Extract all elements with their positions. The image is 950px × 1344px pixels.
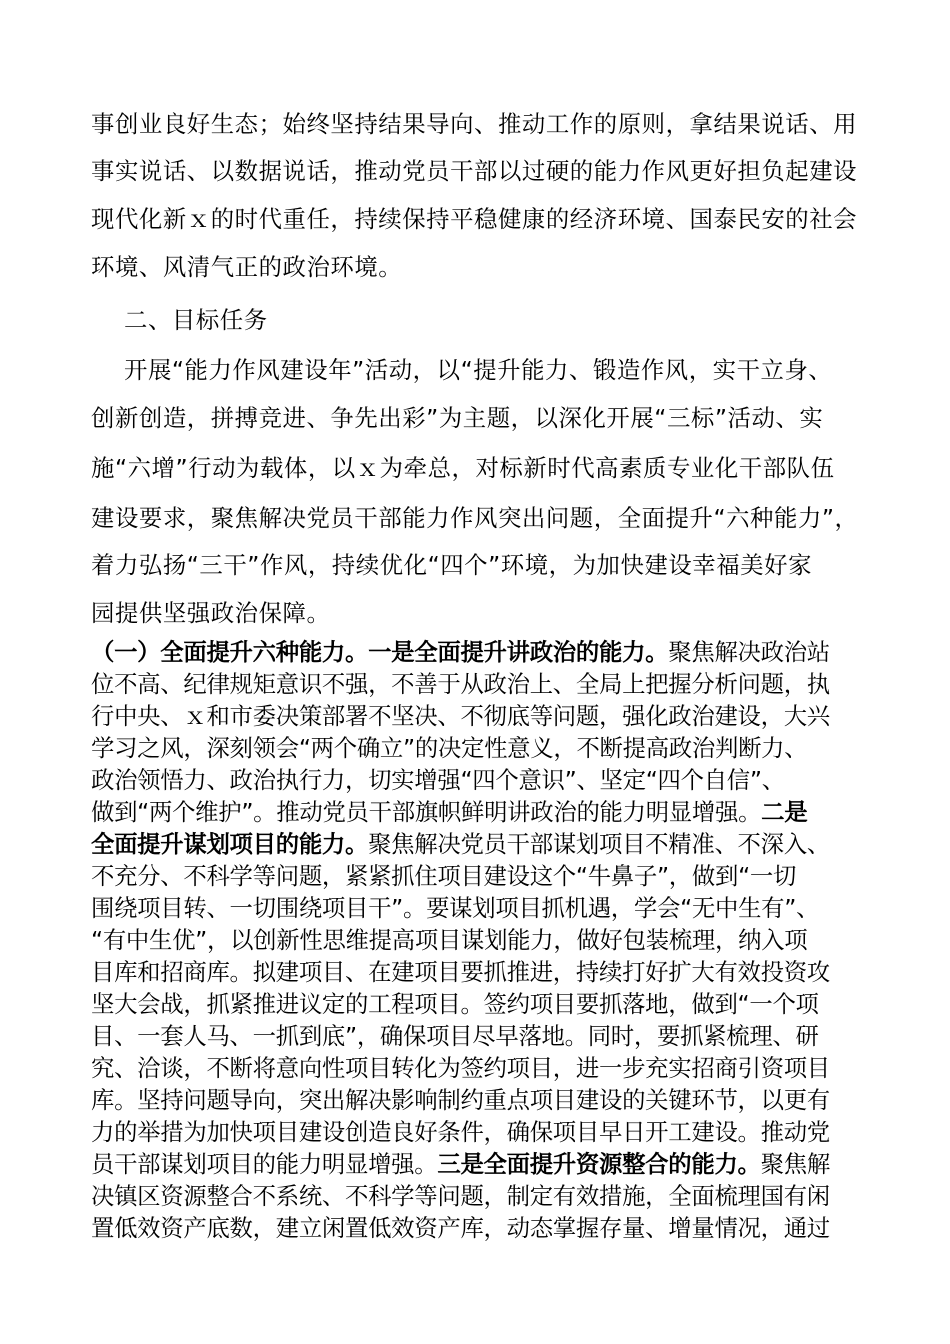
paragraph-line: 不充分、不科学等问题，紧紧抓住项目建设这个“牛鼻子”，做到“一切: [91, 862, 797, 890]
body-text: 员干部谋划项目的能力明显增强。: [91, 1150, 438, 1178]
paragraph-line: 开展“能力作风建设年”活动，以“提升能力、锻造作风，实干立身、: [124, 356, 833, 384]
paragraph-line: 事创业良好生态；始终坚持结果导向、推动工作的原则，拿结果说话、用: [91, 110, 858, 138]
paragraph-line: 学习之风，深刻领会“两个确立”的决定性意义，不断提高政治判断力、: [91, 734, 808, 762]
paragraph-line: [91, 829, 830, 859]
paragraph-line: 园提供坚强政治保障。: [91, 599, 331, 627]
paragraph-line: 力的举措为加快项目建设创造良好条件，确保项目早日开工建设。推动党: [91, 1118, 830, 1146]
body-text: 聚焦解决党员干部谋划项目不精准、不深入、: [368, 830, 830, 858]
bold-heading-text: 全面提升谋划项目的能力。: [91, 830, 369, 858]
section-heading: 二、目标任务: [124, 306, 268, 334]
body-text: 聚焦解: [760, 1150, 830, 1178]
paragraph-line: 围绕项目转、一切围绕项目干”。要谋划项目抓机遇，学会“无中生有”、: [91, 894, 820, 922]
paragraph-line: [91, 1149, 830, 1179]
paragraph-line: [91, 637, 830, 667]
paragraph-line: 决镇区资源整合不系统、不科学等问题，制定有效措施，全面梳理国有闲: [91, 1182, 830, 1210]
paragraph-line: 施“六增”行动为载体，以ｘ为牵总，对标新时代高素质专业化干部队伍: [91, 454, 835, 482]
paragraph-line: 位不高、纪律规矩意识不强，不善于从政治上、全局上把握分析问题，执: [91, 670, 830, 698]
paragraph-line: 建设要求，聚焦解决党员干部能力作风突出问题，全面提升“六种能力”，: [91, 504, 859, 532]
paragraph-line: 创新创造，拼搏竞进、争先出彩”为主题，以深化开展“三标”活动、实: [91, 404, 824, 432]
paragraph-line: 究、洽谈，不断将意向性项目转化为签约项目，进一步充实招商引资项目: [91, 1054, 830, 1082]
paragraph-line: 置低效资产底数，建立闲置低效资产库，动态掌握存量、增量情况，通过: [91, 1214, 830, 1242]
paragraph-line: 事实说话、以数据说话，推动党员干部以过硬的能力作风更好担负起建设: [91, 157, 858, 185]
paragraph-line: 着力弘扬“三干”作风，持续优化“四个”环境，为加快建设幸福美好家: [91, 551, 813, 579]
body-text: 做到“两个维护”。推动党员干部旗帜鲜明讲政治的能力明显增强。: [91, 798, 762, 826]
paragraph-line: 库。坚持问题导向，突出解决影响制约重点项目建设的关键环节，以更有: [91, 1086, 830, 1114]
paragraph-line: [91, 797, 807, 827]
paragraph-line: 环境、风清气正的政治环境。: [91, 253, 403, 281]
paragraph-line: 目、一套人马、一抓到底”，确保项目尽早落地。同时，要抓紧梳理、研: [91, 1022, 819, 1050]
paragraph-line: “有中生优”，以创新性思维提高项目谋划能力，做好包装梳理，纳入项: [91, 926, 808, 954]
body-text: 聚焦解决政治站: [668, 638, 830, 666]
paragraph-line: 目库和招商库。拟建项目、在建项目要抓推进，持续打好扩大有效投资攻: [91, 958, 830, 986]
bold-heading-text: （一）全面提升六种能力。一是全面提升讲政治的能力。: [91, 638, 669, 666]
bold-heading-text: 三是全面提升资源整合的能力。: [437, 1150, 761, 1178]
bold-heading-text: 二是: [761, 798, 808, 826]
paragraph-line: 行中央、ｘ和市委决策部署不坚决、不彻底等问题，强化政治建设，大兴: [91, 702, 830, 730]
paragraph-line: 政治领悟力、政治执行力，切实增强“四个意识”、坚定“四个自信”、: [91, 766, 785, 794]
paragraph-line: 现代化新ｘ的时代重任，持续保持平稳健康的经济环境、国泰民安的社会: [91, 205, 858, 233]
paragraph-line: 坚大会战，抓紧推进议定的工程项目。签约项目要抓落地，做到“一个项: [91, 990, 819, 1018]
